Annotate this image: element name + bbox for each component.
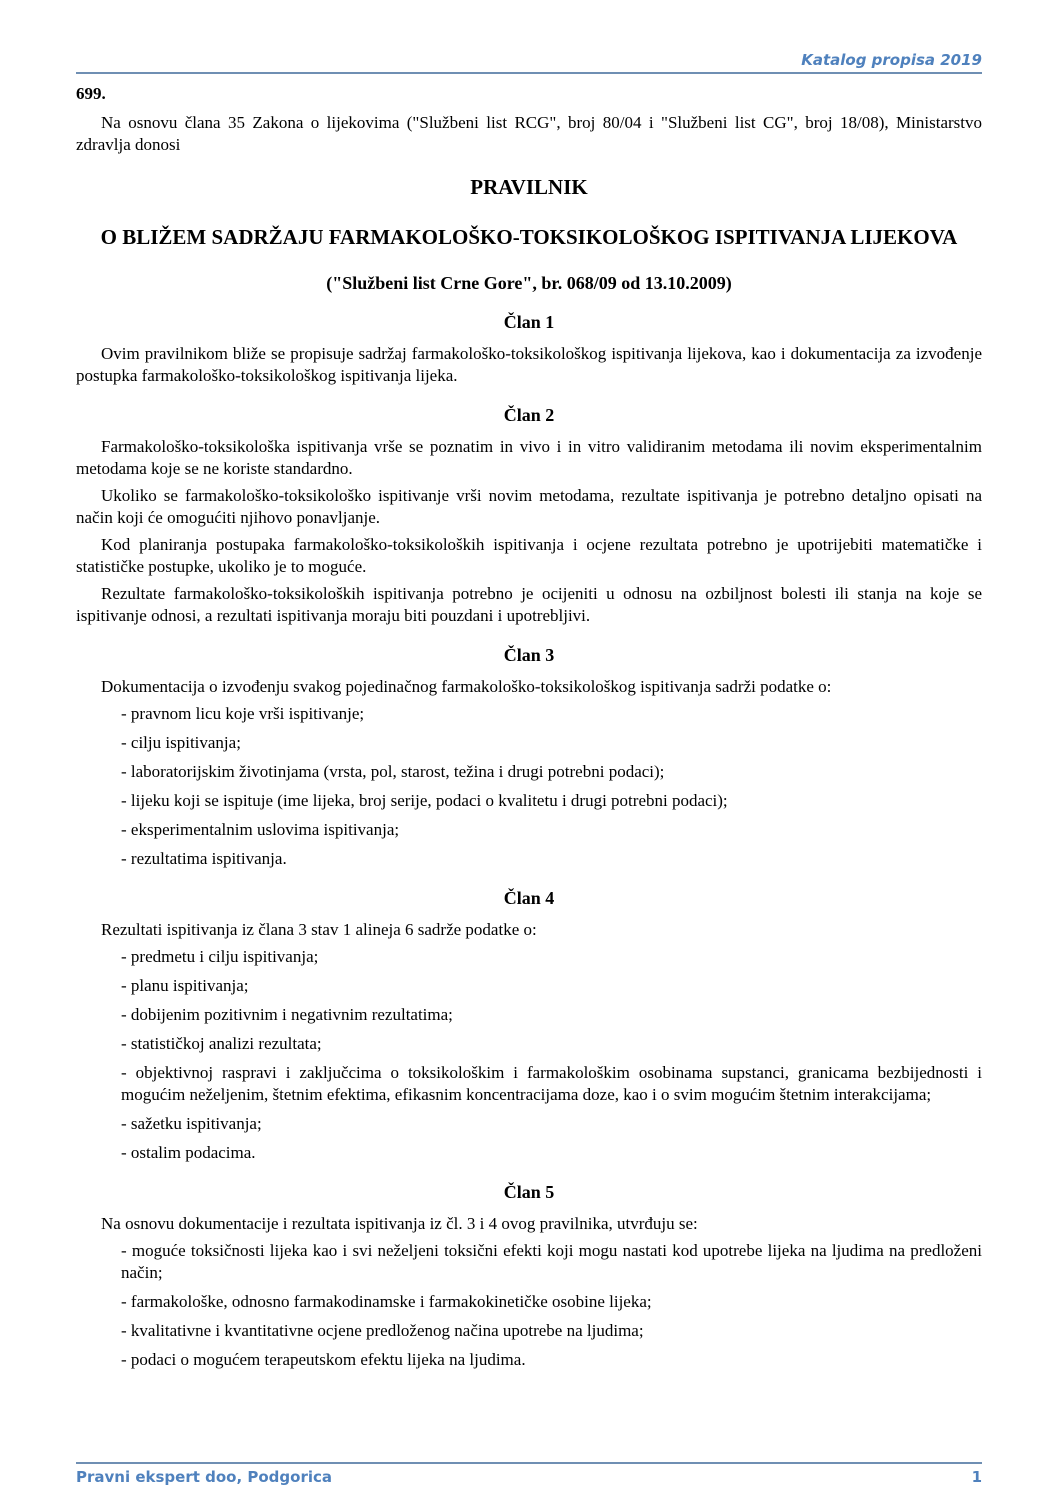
- article-4: [76, 887, 982, 1164]
- footer-publisher: Pravni ekspert doo, Podgorica: [76, 1468, 333, 1486]
- list-item: - rezultatima ispitivanja.: [121, 849, 287, 868]
- list-item: - laboratorijskim životinjama (vrsta, pol, starost, težina i drugi potrebni podaci);: [121, 762, 665, 781]
- page-number: 1: [971, 1468, 982, 1486]
- footer-rule: [76, 1462, 982, 1464]
- article-paragraph: Kod planiranja postupaka farmakološko-toksikoloških ispitivanja i ocjene rezultata potrebno je upotrijebiti matematičke i statističke postupke, ukoliko je to moguće.: [76, 535, 982, 576]
- article-lead: Dokumentacija o izvođenju svakog pojedinačnog farmakološko-toksikološkog ispitivanja sadrži podatke o:: [101, 677, 832, 696]
- list-item: - dobijenim pozitivnim i negativnim rezultatima;: [121, 1005, 453, 1024]
- article-paragraph: Rezultate farmakološko-toksikoloških ispitivanja potrebno je ocijeniti u odnosu na ozbiljnost bolesti ili stanja na koje se ispitivanje odnosi, a rezultati ispitivanja moraju biti pouzdani i upotrebljivi.: [76, 584, 982, 625]
- document-body: [76, 80, 982, 1378]
- article-list: [76, 1240, 982, 1371]
- article-list: [76, 946, 982, 1164]
- list-item: - planu ispitivanja;: [121, 976, 249, 995]
- list-item: - ostalim podacima.: [121, 1143, 256, 1162]
- article-paragraph: Ukoliko se farmakološko-toksikološko ispitivanje vrši novim metodama, rezultate ispitivanja je potrebno detaljno opisati na način koji će omogućiti njihovo ponavljanje.: [76, 486, 982, 527]
- list-item: - statističkoj analizi rezultata;: [121, 1034, 322, 1053]
- list-item: - podaci o mogućem terapeutskom efektu lijeka na ljudima.: [121, 1350, 526, 1369]
- list-item: - moguće toksičnosti lijeka kao i svi neželjeni toksični efekti koji mogu nastati kod upotrebe lijeka na ljudima na predloženi način;: [121, 1241, 982, 1282]
- article-2: [76, 404, 982, 627]
- article-lead: Rezultati ispitivanja iz člana 3 stav 1 alineja 6 sadrže podatke o:: [101, 920, 537, 939]
- regulation-number: 699.: [76, 84, 106, 103]
- article-1: [76, 311, 982, 387]
- list-item: - predmetu i cilju ispitivanja;: [121, 947, 319, 966]
- list-item: - sažetku ispitivanja;: [121, 1114, 262, 1133]
- list-item: - objektivnoj raspravi i zaključcima o toksikološkim i farmakološkim osobinama supstanci, granicama bezbijednosti i mogućim neželjenim, štetnim efektima, efikasnim koncentracijama doze, kao i o svim mogućim štetnim interakcijama;: [121, 1063, 982, 1104]
- article-heading: Član 4: [503, 888, 555, 908]
- intro-paragraph: Na osnovu člana 35 Zakona o lijekovima ("Službeni list RCG", broj 80/04 i "Službeni list CG", broj 18/08), Ministarstvo zdravlja donosi: [76, 113, 982, 154]
- article-list: [76, 703, 982, 870]
- catalog-title: Katalog propisa 2019: [801, 51, 982, 69]
- list-item: - kvalitativne i kvantitativne ocjene predloženog načina upotrebe na ljudima;: [121, 1321, 644, 1340]
- list-item: - eksperimentalnim uslovima ispitivanja;: [121, 820, 400, 839]
- list-item: - cilju ispitivanja;: [121, 733, 241, 752]
- article-paragraph: Farmakološko-toksikološka ispitivanja vrše se poznatim in vivo i in vitro validiranim metodama ili novim eksperimentalnim metodama koje se ne koriste standardno.: [76, 437, 982, 478]
- article-5: [76, 1181, 982, 1371]
- article-heading: Član 5: [503, 1182, 555, 1202]
- article-heading: Član 1: [503, 312, 555, 332]
- gazette-reference: ("Službeni list Crne Gore", br. 068/09 od 13.10.2009): [326, 273, 732, 293]
- document-title: PRAVILNIK: [470, 175, 588, 199]
- article-heading: Član 2: [503, 405, 555, 425]
- article-lead: Na osnovu dokumentacije i rezultata ispitivanja iz čl. 3 i 4 ovog pravilnika, utvrđuju se:: [101, 1214, 698, 1233]
- document-subtitle: O BLIŽEM SADRŽAJU FARMAKOLOŠKO-TOKSIKOLOŠKOG ISPITIVANJA LIJEKOVA: [100, 225, 958, 249]
- article-paragraph: Ovim pravilnikom bliže se propisuje sadržaj farmakološko-toksikološkog ispitivanja lijekova, kao i dokumentacija za izvođenje postupka farmakološko-toksikološkog ispitivanja lijeka.: [76, 344, 982, 385]
- list-item: - farmakološke, odnosno farmakodinamske i farmakokinetičke osobine lijeka;: [121, 1292, 652, 1311]
- article-heading: Član 3: [503, 645, 555, 665]
- list-item: - lijeku koji se ispituje (ime lijeka, broj serije, podaci o kvalitetu i drugi potrebni podaci);: [121, 791, 728, 810]
- list-item: - pravnom licu koje vrši ispitivanje;: [121, 704, 365, 723]
- article-3: [76, 644, 982, 870]
- page-header: [76, 50, 982, 74]
